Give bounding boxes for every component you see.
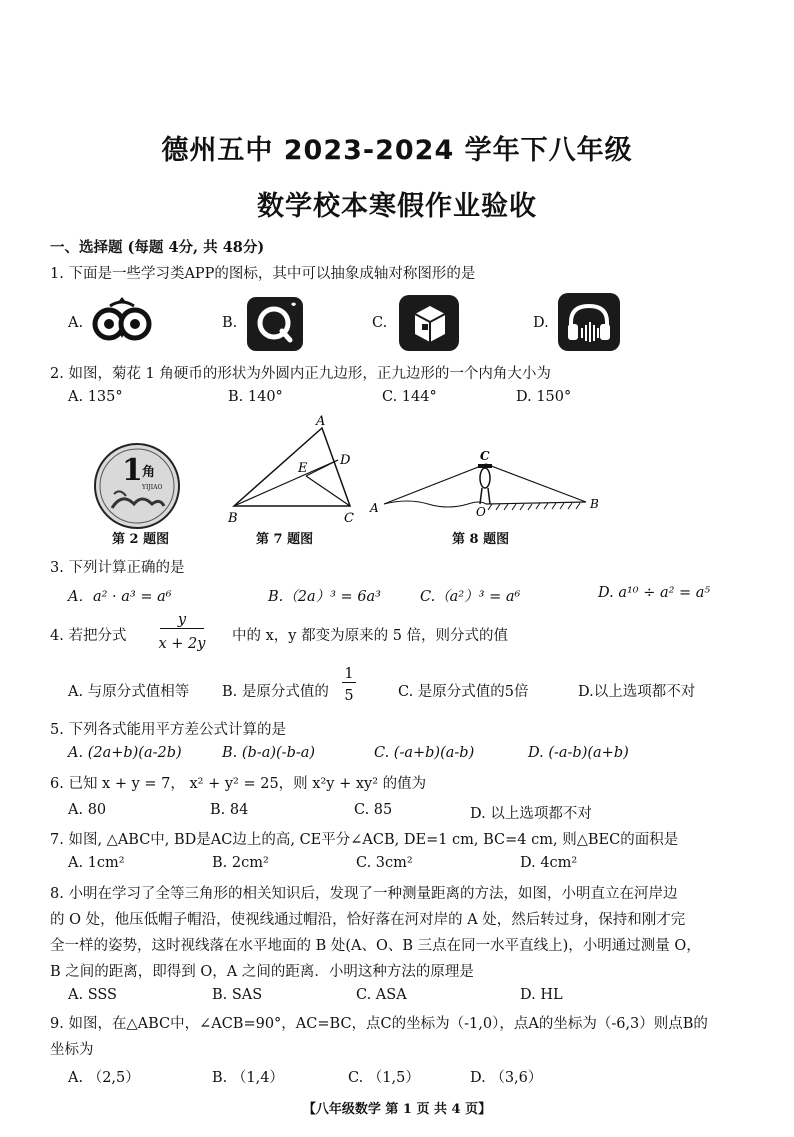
q4-option-d: D.以上选项都不对: [578, 684, 696, 700]
exam-title: 德州五中 2023-2024 学年下八年级: [161, 135, 633, 166]
t8-label-a: A: [370, 501, 379, 515]
caption-fig2: 第 2 题图: [112, 532, 170, 547]
q9-option-c: C. （1,5）: [348, 1070, 420, 1086]
q4-stem-pre: 4. 若把分式: [50, 628, 127, 644]
q5-option-d: D. (-a-b)(a+b): [528, 745, 629, 761]
q8-option-c: C. ASA: [356, 987, 407, 1003]
q8-line-4: B 之间的距离，即得到 O，A 之间的距离．小明这种方法的原理是: [50, 964, 474, 980]
river-figure-q8: [368, 448, 608, 528]
q2-option-c: C. 144°: [382, 389, 437, 405]
q9-line-2: 坐标为: [50, 1042, 94, 1058]
coin-numeral: 1: [122, 453, 143, 488]
q8-option-b: B. SAS: [212, 987, 263, 1003]
coin-unit: 角: [142, 465, 156, 480]
box-icon: [398, 294, 460, 356]
q3-option-d: D. a¹⁰ ÷ a² = a⁵: [598, 585, 711, 601]
q5-option-b: B. (b-a)(-b-a): [222, 745, 316, 761]
caption-fig7: 第 7 题图: [256, 532, 314, 547]
q1-option-a-label: A.: [68, 315, 84, 331]
q5-option-a: A. (2a+b)(a-2b): [68, 745, 182, 761]
q4-option-a: A. 与原分式值相等: [68, 684, 190, 700]
q2-option-d: D. 150°: [516, 389, 572, 405]
q1-option-b-label: B.: [222, 315, 238, 331]
t7-label-c: C: [344, 511, 354, 526]
q4-stem-post: 中的 x，y 都变为原来的 5 倍，则分式的值: [232, 628, 509, 644]
q4-option-c: C. 是原分式值的5倍: [398, 684, 529, 700]
q1-option-d-label: D.: [533, 315, 549, 331]
search-q-icon: [246, 296, 304, 356]
q3-stem: 3. 下列计算正确的是: [50, 560, 185, 576]
q7-option-c: C. 3cm²: [356, 855, 413, 871]
q3-option-b: B.（2a）³ = 6a³: [268, 589, 381, 605]
q7-option-b: B. 2cm²: [212, 855, 269, 871]
headphones-icon: [557, 292, 621, 356]
q8-line-2: 的 O 处，他压低帽子帽沿，使视线通过帽沿，恰好落在河对岸的 A 处，然后转过身，保持和刚才完: [50, 912, 686, 928]
t7-label-e: E: [298, 461, 308, 476]
q5-stem: 5. 下列各式能用平方差公式计算的是: [50, 722, 286, 738]
section-heading: 一、选择题 (每题 4分, 共 48分): [50, 239, 265, 256]
triangle-figure-q7: [226, 414, 366, 532]
q7-stem: 7. 如图, △ABC中, BD是AC边上的高, CE平分∠ACB, DE=1 cm, BC=4 cm, 则△BEC的面积是: [50, 832, 679, 848]
q7-option-a: A. 1cm²: [68, 855, 125, 871]
q8-option-a: A. SSS: [68, 987, 117, 1003]
q9-option-b: B. （1,4）: [212, 1070, 284, 1086]
q2-option-a: A. 135°: [68, 389, 123, 405]
q9-line-1: 9. 如图，在△ABC中，∠ACB=90°，AC=BC，点C的坐标为（-1,0），点A的坐标为（-6,3）则点B的: [50, 1016, 708, 1032]
t8-label-o: O: [476, 505, 486, 519]
t7-label-a: A: [316, 414, 326, 429]
q6-stem: 6. 已知 x + y = 7， x² + y² = 25，则 x²y + xy² 的值为: [50, 776, 427, 792]
q4-fraction-denominator: x + 2y: [158, 636, 206, 652]
q6-option-a: A. 80: [68, 802, 107, 818]
q2-option-b: B. 140°: [228, 389, 283, 405]
q6-option-c: C. 85: [354, 802, 393, 818]
coin-figure: [92, 442, 182, 534]
q8-option-d: D. HL: [520, 987, 563, 1003]
t8-label-c: C: [480, 449, 490, 463]
q7-option-d: D. 4cm²: [520, 855, 578, 871]
t8-label-b: B: [590, 497, 599, 511]
caption-fig8: 第 8 题图: [452, 532, 510, 547]
q1-stem: 1. 下面是一些学习类APP的图标，其中可以抽象成轴对称图形的是: [50, 266, 476, 282]
q1-option-c-label: C.: [372, 315, 388, 331]
owl-icon: [92, 296, 152, 350]
q6-option-b: B. 84: [210, 802, 249, 818]
q4-option-b-denominator: 5: [344, 688, 354, 704]
q9-option-a: A. （2,5）: [68, 1070, 140, 1086]
q8-line-3: 全一样的姿势，这时视线落在水平地面的 B 处(A、O、B 三点在同一水平直线上)，小明通过测量 O，: [50, 938, 701, 954]
exam-subtitle: 数学校本寒假作业验收: [257, 191, 537, 222]
q9-option-d: D. （3,6）: [470, 1070, 543, 1086]
q8-line-1: 8. 小明在学习了全等三角形的相关知识后，发现了一种测量距离的方法，如图，小明直立在河岸边: [50, 886, 678, 902]
coin-small-text: YIJIAO: [142, 484, 163, 491]
t7-label-b: B: [228, 511, 238, 526]
q4-fraction-numerator: y: [160, 612, 204, 629]
q3-option-a: A．a² · a³ = a⁶: [68, 589, 172, 605]
q4-option-b: B. 是原分式值的: [222, 684, 329, 700]
q6-option-d: D. 以上选项都不对: [470, 806, 592, 822]
t7-label-d: D: [340, 453, 351, 468]
page-footer: 【八年级数学 第 1 页 共 4 页】: [302, 1102, 492, 1117]
q2-stem: 2. 如图，菊花 1 角硬币的形状为外圆内正九边形，正九边形的一个内角大小为: [50, 366, 551, 382]
q5-option-c: C. (-a+b)(a-b): [374, 745, 475, 761]
q3-option-c: C.（a²）³ = a⁶: [420, 589, 521, 605]
q4-option-b-numerator: 1: [342, 666, 356, 683]
